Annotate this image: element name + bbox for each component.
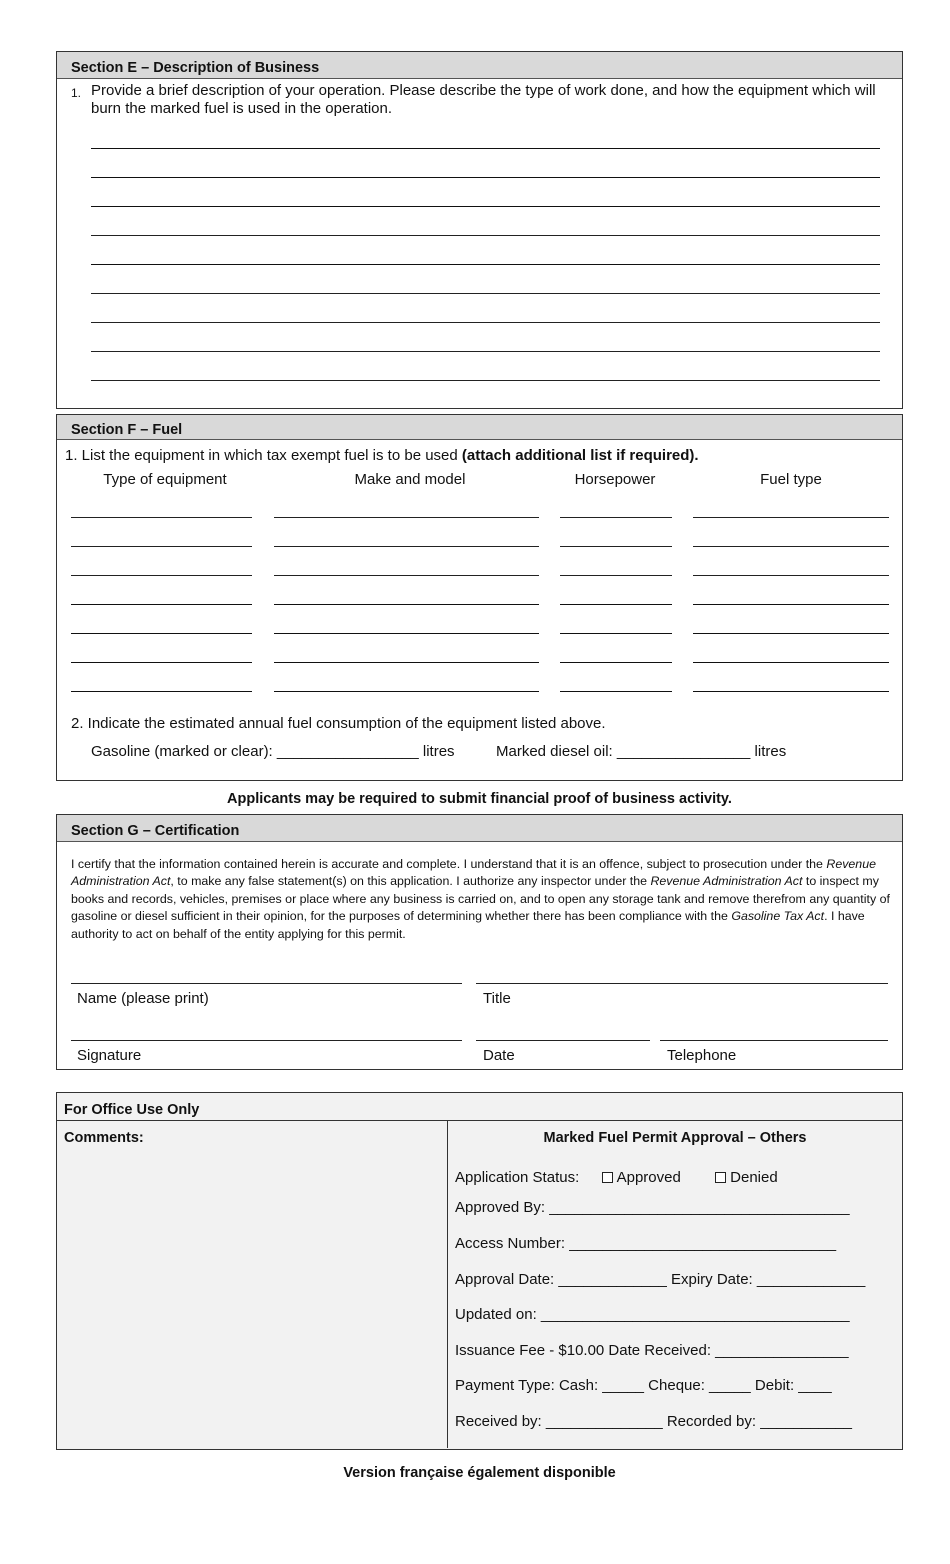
equipment-entry-line[interactable] <box>274 575 539 576</box>
equipment-entry-line[interactable] <box>274 633 539 634</box>
telephone-label: Telephone <box>667 1047 737 1064</box>
equipment-entry-line[interactable] <box>71 691 252 692</box>
title-label: Title <box>483 990 511 1007</box>
office-divider <box>447 1121 448 1448</box>
equipment-entry-line[interactable] <box>693 604 889 605</box>
answer-line[interactable] <box>91 322 880 323</box>
answer-line[interactable] <box>91 235 880 236</box>
equipment-entry-line[interactable] <box>693 633 889 634</box>
equipment-entry-line[interactable] <box>693 517 889 518</box>
name-label: Name (please print) <box>77 990 209 1007</box>
approved-checkbox[interactable] <box>602 1172 613 1183</box>
equipment-entry-line[interactable] <box>560 691 672 692</box>
french-version-note: Version française également disponible <box>343 1465 616 1481</box>
equipment-entry-line[interactable] <box>693 691 889 692</box>
column-header-fuel: Fuel type <box>760 471 822 488</box>
answer-line[interactable] <box>91 380 880 381</box>
date-label: Date <box>483 1047 515 1064</box>
application-status: Application Status: Approved Denied <box>455 1169 778 1186</box>
received-by-field[interactable]: Received by: ______________ Recorded by: ___________ <box>455 1413 852 1430</box>
date-line[interactable] <box>476 1040 650 1041</box>
equipment-entry-line[interactable] <box>71 575 252 576</box>
answer-line[interactable] <box>91 148 880 149</box>
question-number: 1. <box>71 86 82 100</box>
gasoline-field[interactable]: Gasoline (marked or clear): _________________ litres <box>91 743 455 760</box>
approved-by-field[interactable]: Approved By: ____________________________________ <box>455 1199 850 1216</box>
title-line[interactable] <box>476 983 888 984</box>
equipment-entry-line[interactable] <box>274 546 539 547</box>
equipment-entry-line[interactable] <box>693 575 889 576</box>
answer-line[interactable] <box>91 177 880 178</box>
section-f-question-2: 2. Indicate the estimated annual fuel consumption of the equipment listed above. <box>71 715 606 732</box>
section-f-question-1: 1. List the equipment in which tax exempt fuel is to be used (attach additional list if required). <box>65 447 699 464</box>
equipment-entry-line[interactable] <box>274 662 539 663</box>
equipment-entry-line[interactable] <box>560 575 672 576</box>
answer-line[interactable] <box>91 206 880 207</box>
equipment-entry-line[interactable] <box>693 546 889 547</box>
equipment-entry-line[interactable] <box>693 662 889 663</box>
signature-line[interactable] <box>71 1040 462 1041</box>
payment-type-field[interactable]: Payment Type: Cash: _____ Cheque: _____ Debit: ____ <box>455 1377 832 1394</box>
office-use-section <box>56 1092 903 1450</box>
section-e-header: Section E – Description of Business <box>57 52 902 79</box>
diesel-field[interactable]: Marked diesel oil: ________________ litres <box>496 743 787 760</box>
equipment-entry-line[interactable] <box>71 517 252 518</box>
section-e <box>56 51 903 409</box>
section-f <box>56 414 903 781</box>
section-g <box>56 814 903 1070</box>
signature-label: Signature <box>77 1047 142 1064</box>
equipment-entry-line[interactable] <box>274 604 539 605</box>
issuance-fee-field[interactable]: Issuance Fee - $10.00 Date Received: ________________ <box>455 1342 849 1359</box>
approval-date-field[interactable]: Approval Date: _____________ Expiry Date: _____________ <box>455 1271 866 1288</box>
equipment-entry-line[interactable] <box>560 604 672 605</box>
answer-line[interactable] <box>91 264 880 265</box>
financial-proof-notice: Applicants may be required to submit financial proof of business activity. <box>227 791 732 807</box>
equipment-entry-line[interactable] <box>560 546 672 547</box>
approval-title: Marked Fuel Permit Approval – Others <box>543 1130 807 1146</box>
section-f-header: Section F – Fuel <box>57 415 902 440</box>
answer-line[interactable] <box>91 293 880 294</box>
equipment-entry-line[interactable] <box>274 691 539 692</box>
comments-label: Comments: <box>64 1130 144 1146</box>
column-header-type: Type of equipment <box>103 471 227 488</box>
office-header: For Office Use Only <box>57 1093 902 1121</box>
column-header-horsepower: Horsepower <box>574 471 656 488</box>
section-g-header: Section G – Certification <box>57 815 902 842</box>
updated-on-field[interactable]: Updated on: _____________________________________ <box>455 1306 850 1323</box>
equipment-entry-line[interactable] <box>71 604 252 605</box>
column-header-make: Make and model <box>354 471 466 488</box>
access-number-field[interactable]: Access Number: ________________________________ <box>455 1235 837 1252</box>
equipment-entry-line[interactable] <box>560 633 672 634</box>
equipment-entry-line[interactable] <box>560 662 672 663</box>
answer-line[interactable] <box>91 351 880 352</box>
equipment-entry-line[interactable] <box>71 662 252 663</box>
equipment-entry-line[interactable] <box>71 633 252 634</box>
equipment-entry-line[interactable] <box>274 517 539 518</box>
name-line[interactable] <box>71 983 462 984</box>
equipment-entry-line[interactable] <box>71 546 252 547</box>
telephone-line[interactable] <box>660 1040 888 1041</box>
section-e-question: Provide a brief description of your operation. Please describe the type of work done, and how the equipment which will burn the marked fuel is used in the operation. <box>91 82 876 117</box>
certification-text: I certify that the information contained herein is accurate and complete. I understand that it is an offence, subject to prosecution under the Revenue Administration Act, to make any false statement(s) on this application. I authorize any inspector under the Revenue Administration Act to inspect my books and records, vehicles, premises or place where any business is carried on, and to open any storage tank and remove therefrom any quantity of gasoline or diesel sufficient in their opinion, for the purposes of determining whether there has been compliance with the Gasoline Tax Act. I have authority to act on behalf of the entity applying for this permit. <box>71 857 890 941</box>
equipment-entry-line[interactable] <box>560 517 672 518</box>
denied-checkbox[interactable] <box>715 1172 726 1183</box>
